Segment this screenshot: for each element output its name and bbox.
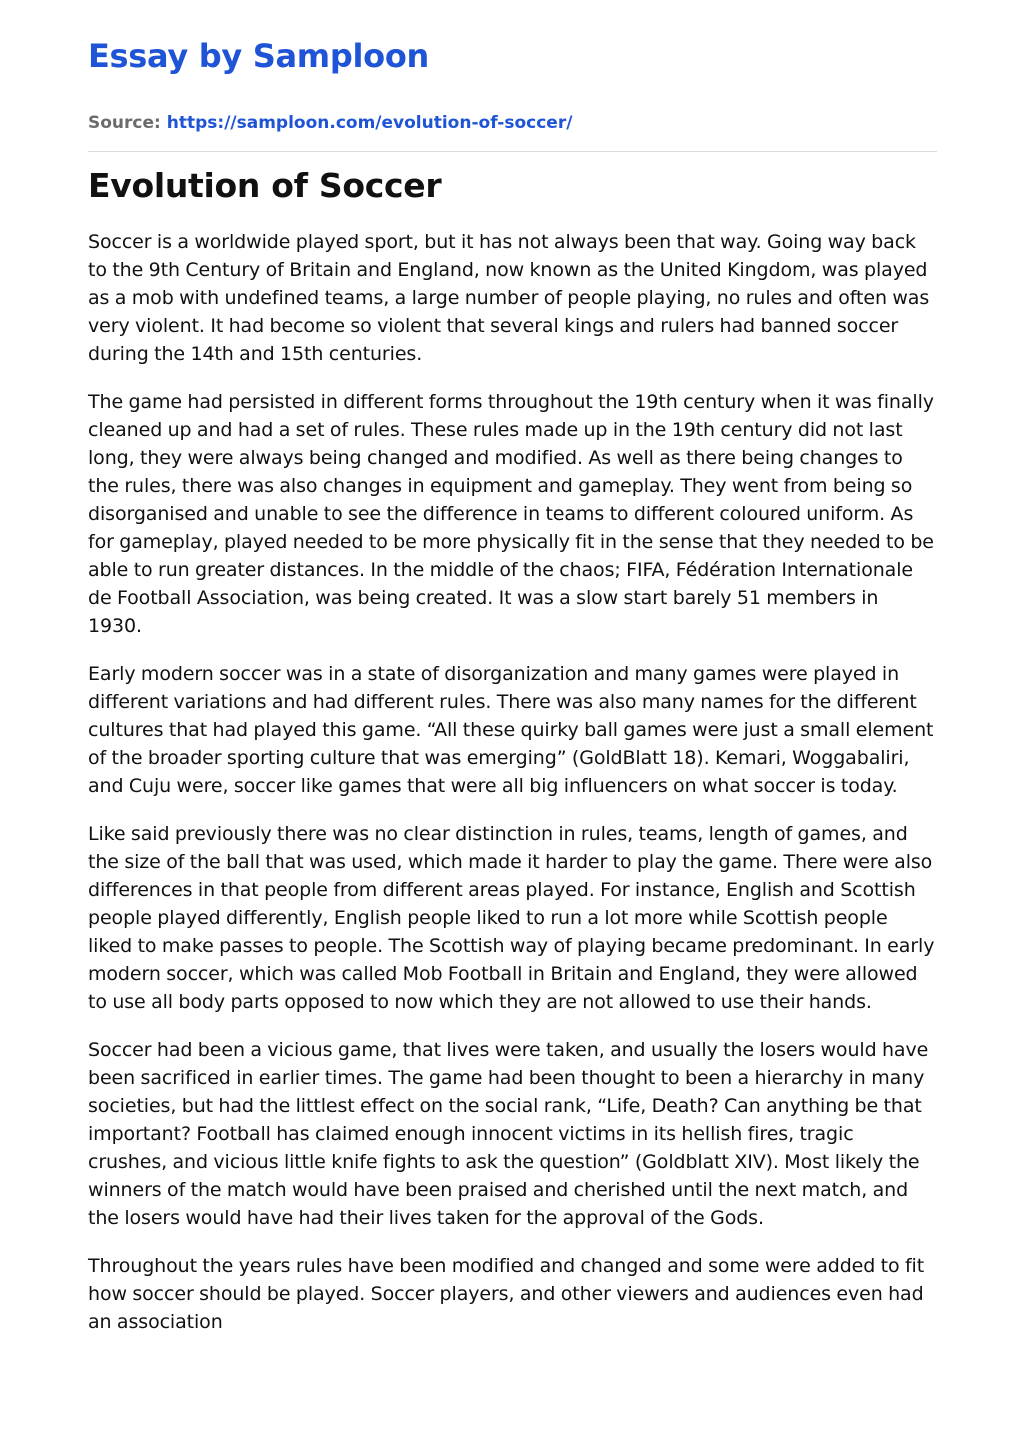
essay-paragraph: Early modern soccer was in a state of disorganization and many games were played in different variations and had different rules. There was also many names for the different cultures that had played this game. “All these quirky ball games were just a small element of the broader sporting culture that was emerging” (GoldBlatt 18). Kemari, Woggabaliri, and Cuju were, soccer like games that were all big influencers on what soccer is today. (88, 663, 934, 797)
header-divider (88, 151, 937, 152)
essay-paragraph: The game had persisted in different forms throughout the 19th century when it was finally cleaned up and had a set of rules. These rules made up in the 19th century did not last long, they were always being changed and modified. As well as there being changes to the rules, there was also changes in equipment and gameplay. They went from being so disorganised and unable to see the difference in teams to different coloured uniform. As for gameplay, played needed to be more physically fit in the sense that they needed to be able to run greater distances. In the middle of the chaos; FIFA, Fédération Internationale de Football Association, was being created. It was a slow start barely 51 members in 1930. (88, 391, 934, 637)
essay-body (88, 228, 937, 1336)
essay-paragraph: Like said previously there was no clear distinction in rules, teams, length of games, and the size of the ball that was used, which made it harder to play the game. There were also differences in that people from different areas played. For instance, English and Scottish people played differently, English people liked to run a lot more while Scottish people liked to make passes to people. The Scottish way of playing became predominant. In early modern soccer, which was called Mob Football in Britain and England, they were allowed to use all body parts opposed to now which they are not allowed to use their hands. (88, 823, 935, 1013)
source-label: Source: (88, 113, 161, 133)
site-brand-title: Essay by Samploon (88, 37, 429, 75)
essay-paragraph: Soccer is a worldwide played sport, but it has not always been that way. Going way back to the 9th Century of Britain and England, now known as the United Kingdom, was played as a mob with undefined teams, a large number of people playing, no rules and often was very violent. It had become so violent that several kings and rulers had banned soccer during the 14th and 15th centuries. (88, 231, 930, 365)
essay-paragraph: Throughout the years rules have been modified and changed and some were added to fit how soccer should be played. Soccer players, and other viewers and audiences even had an association (88, 1255, 925, 1333)
essay-title: Evolution of Soccer (88, 166, 442, 205)
essay-paragraph: Soccer had been a vicious game, that lives were taken, and usually the losers would have been sacrificed in earlier times. The game had been thought to been a hierarchy in many societies, but had the littlest effect on the social rank, “Life, Death? Can anything be that important? Football has claimed enough innocent victims in its hellish fires, tragic crushes, and vicious little knife fights to ask the question” (Goldblatt XIV). Most likely the winners of the match would have been praised and cherished until the next match, and the losers would have had their lives taken for the approval of the Gods. (88, 1039, 929, 1229)
source-line (88, 112, 937, 134)
source-link[interactable]: https://samploon.com/evolution-of-soccer/ (166, 113, 573, 133)
